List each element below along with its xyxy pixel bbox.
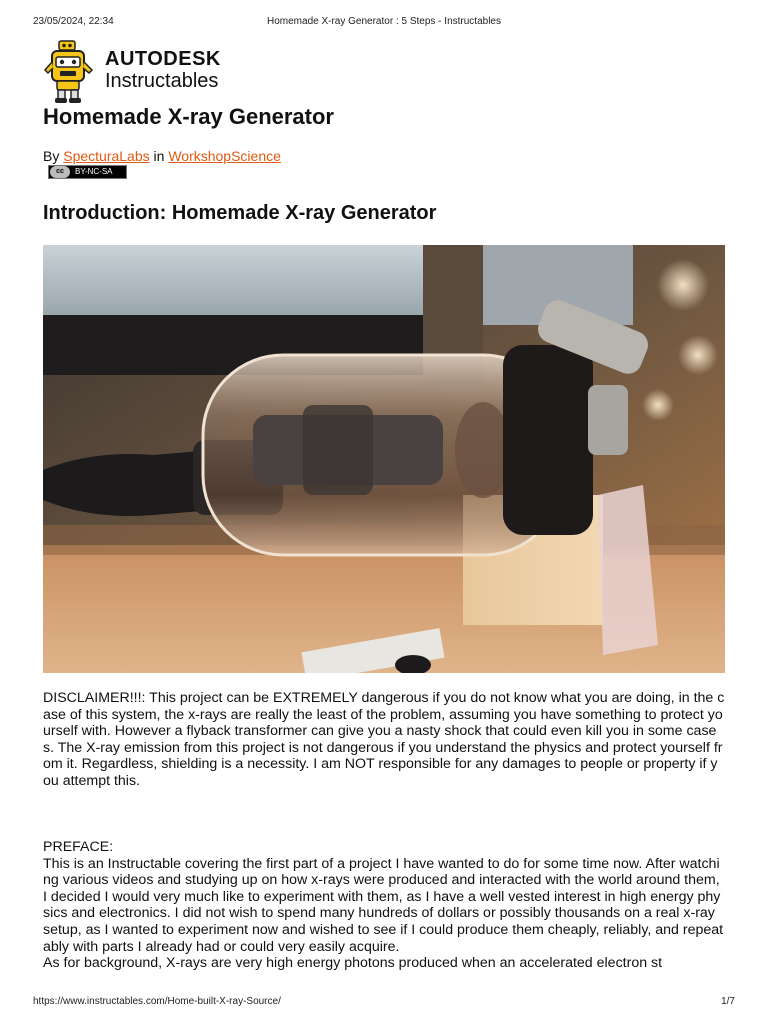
section-title: Introduction: Homemade X-ray Generator xyxy=(43,202,437,224)
print-footer xyxy=(33,996,735,1010)
page-number: 1/7 xyxy=(721,996,735,1007)
instructables-robot-icon xyxy=(42,40,96,104)
preface-heading: PREFACE: xyxy=(43,839,114,855)
preface-paragraph-2: As for background, X-rays are very high energy photons produced when an accelerated electron st xyxy=(43,955,663,972)
author-link[interactable]: SpecturaLabs xyxy=(63,148,150,164)
byline xyxy=(43,147,281,165)
byline-in: in xyxy=(153,148,165,164)
hero-image xyxy=(43,245,725,673)
preface-section xyxy=(43,839,725,972)
disclaimer-paragraph: DISCLAIMER!!!: This project can be EXTREMELY dangerous if you do not know what you are doing, in the case of this system, the x-rays are really the least of the problem, assuming you have something to protect yourself with. However a flyback transformer can give you a nasty shock that could even kill you in some cases. The X-ray emission from this project is not dangerous if you understand the physics and protect yourself from it. Regardless, shielding is a necessity. I am NOT responsible for any damages to people or property if you attempt this. xyxy=(43,690,725,789)
print-datetime: 23/05/2024, 22:34 xyxy=(33,16,114,27)
article-title: Homemade X-ray Generator xyxy=(43,104,334,129)
print-header xyxy=(33,16,735,30)
print-url[interactable]: https://www.instructables.com/Home-built-X-ray-Source/ xyxy=(33,996,281,1007)
creative-commons-icon: cc xyxy=(50,166,70,178)
category-link[interactable]: WorkshopScience xyxy=(168,148,281,164)
license-text: BY-NC-SA xyxy=(75,167,113,176)
xray-tube-photo xyxy=(43,245,725,673)
instructables-logo[interactable] xyxy=(42,40,262,104)
logo-product: Instructables xyxy=(105,70,219,92)
print-page-title: Homemade X-ray Generator : 5 Steps - Instructables xyxy=(267,16,501,27)
byline-by: By xyxy=(43,148,60,164)
logo-brand: AUTODESK xyxy=(105,48,221,70)
preface-paragraph: This is an Instructable covering the first part of a project I have wanted to do for some time now. After watching various videos and studying up on how x-rays were produced and interacted with the world around them, I decided I would very much like to experiment with them, as I have a well vested interest in high energy physics and electronics. I did not wish to spend many hundreds of dollars or possibly thousands on a real x-ray setup, as I wanted to experiment now and wished to see if I could produce them cheaply, reliably, and repeatably with parts I already had or could very easily acquire. xyxy=(43,855,724,955)
license-badge[interactable] xyxy=(48,165,127,179)
